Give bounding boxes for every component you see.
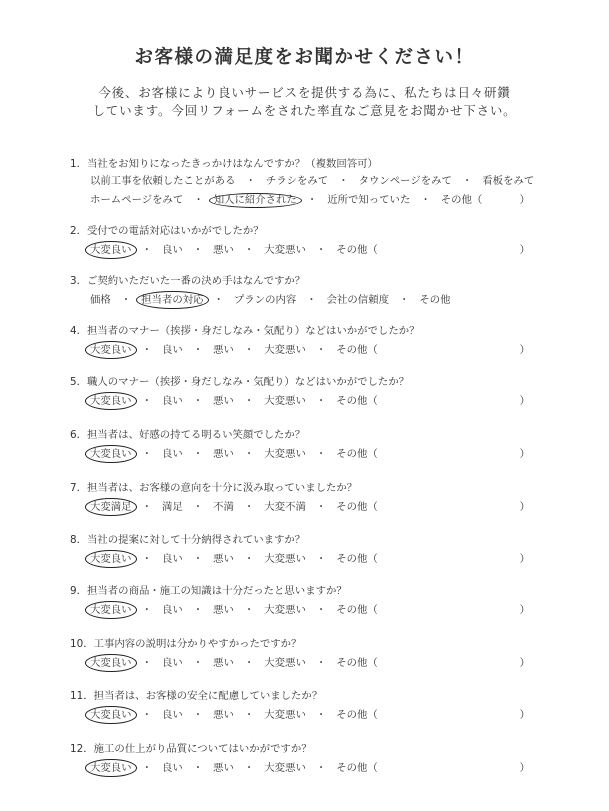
question-7	[70, 481, 570, 518]
option[interactable]: 悪い	[213, 344, 234, 356]
question-text: 6．担当者は、好感の持てる明るい笑顔でしたか？	[70, 429, 306, 441]
question-4	[70, 324, 570, 361]
other-close-paren: ）	[519, 448, 530, 460]
option[interactable]: 悪い	[213, 395, 234, 407]
option[interactable]: 良い	[161, 709, 183, 721]
options-row	[70, 443, 570, 465]
separator-dot: ・	[192, 604, 204, 616]
option[interactable]: 近所で知っていた	[327, 194, 411, 206]
option[interactable]: プランの内容	[233, 294, 297, 306]
option[interactable]: 良い	[161, 395, 183, 407]
separator-dot: ・	[192, 709, 204, 721]
option[interactable]: 良い	[161, 244, 183, 256]
separator-dot: ・	[243, 344, 255, 356]
option[interactable]: 悪い	[213, 448, 234, 460]
option[interactable]: 良い	[161, 553, 183, 565]
question-text: 12．施工の仕上がり品質についてはいかがですか？	[70, 743, 312, 755]
question-3	[70, 274, 570, 311]
separator-dot: ・	[141, 709, 152, 721]
separator-dot: ・	[141, 344, 152, 356]
option[interactable]: その他（	[336, 448, 378, 460]
separator-dot: ・	[192, 244, 204, 256]
option[interactable]: 不満	[213, 501, 234, 513]
other-close-paren: ）	[519, 553, 530, 565]
option[interactable]: タウンページをみて	[358, 175, 452, 187]
question-2	[70, 224, 570, 261]
option-circled[interactable]: 大変良い	[88, 339, 134, 361]
option[interactable]: ホームページをみて	[90, 194, 184, 206]
question-text: 8．当社の提案に対して十分納得されていますか？	[70, 534, 306, 546]
other-close-paren: ）	[519, 194, 530, 206]
options-row	[70, 239, 570, 261]
separator-dot: ・	[243, 762, 255, 774]
other-close-paren: ）	[519, 244, 530, 256]
separator-dot: ・	[192, 501, 204, 513]
separator-dot: ・	[398, 294, 410, 306]
separator-dot: ・	[243, 553, 255, 565]
separator-dot: ・	[243, 395, 255, 407]
option-circled[interactable]: 大変良い	[88, 443, 134, 465]
option[interactable]: 大変悪い	[264, 762, 306, 774]
option[interactable]: 良い	[161, 762, 183, 774]
option[interactable]: 大変悪い	[264, 395, 306, 407]
separator-dot: ・	[243, 604, 255, 616]
intro-text	[0, 84, 609, 120]
option[interactable]: チラシをみて	[265, 175, 329, 187]
question-6	[70, 428, 570, 465]
separator-dot: ・	[461, 175, 473, 187]
option[interactable]: 悪い	[213, 709, 234, 721]
separator-dot: ・	[141, 244, 152, 256]
intro-line-1: 今後、お客様により良いサービスを提供する為に、私たちは日々研鑽	[98, 85, 511, 100]
separator-dot: ・	[315, 244, 327, 256]
option[interactable]: 悪い	[213, 657, 234, 669]
option-circled[interactable]: 担当者の対応	[139, 289, 205, 311]
intro-line-2: しています。今回リフォームをされた率直なご意見をお聞かせ下さい。	[92, 103, 517, 118]
option-circled[interactable]: 大変良い	[88, 599, 134, 621]
option[interactable]: 看板をみて	[482, 175, 535, 187]
option-circled[interactable]: 大変良い	[88, 239, 134, 261]
options-row	[70, 548, 570, 570]
separator-dot: ・	[243, 709, 255, 721]
separator-dot: ・	[315, 709, 327, 721]
option[interactable]: 大変不満	[264, 501, 306, 513]
option[interactable]: 大変悪い	[264, 344, 306, 356]
option[interactable]: その他（	[336, 395, 378, 407]
separator-dot: ・	[243, 501, 255, 513]
separator-dot: ・	[193, 194, 204, 206]
separator-dot: ・	[192, 553, 204, 565]
separator-dot: ・	[141, 604, 152, 616]
option-circled[interactable]: 大変良い	[88, 757, 134, 779]
option[interactable]: 会社の信頼度	[326, 294, 389, 306]
option[interactable]: その他（	[336, 604, 378, 616]
options-row	[70, 599, 570, 621]
separator-dot: ・	[315, 448, 327, 460]
options-row	[70, 339, 570, 361]
separator-dot: ・	[315, 553, 327, 565]
separator-dot: ・	[192, 344, 204, 356]
other-close-paren: ）	[519, 395, 530, 407]
separator-dot: ・	[245, 175, 256, 187]
separator-dot: ・	[141, 553, 152, 565]
other-close-paren: ）	[519, 344, 530, 356]
option[interactable]: 良い	[161, 448, 183, 460]
option[interactable]: 悪い	[213, 244, 234, 256]
question-11	[70, 689, 570, 726]
option[interactable]: 大変悪い	[264, 604, 306, 616]
separator-dot: ・	[141, 448, 152, 460]
question-text: 11．担当者は、お客様の安全に配慮していましたか？	[70, 690, 323, 702]
other-close-paren: ）	[519, 501, 530, 513]
options-row	[70, 704, 570, 726]
question-12	[70, 742, 570, 779]
separator-dot: ・	[306, 294, 317, 306]
survey-title: お客様の満足度をお聞かせください！	[134, 47, 475, 68]
option[interactable]: その他	[419, 294, 451, 306]
option-circled[interactable]: 大変満足	[88, 496, 134, 518]
separator-dot: ・	[243, 657, 255, 669]
option[interactable]: その他（	[336, 762, 378, 774]
separator-dot: ・	[213, 294, 224, 306]
option-circled[interactable]: 大変良い	[88, 548, 134, 570]
option[interactable]: その他（	[336, 657, 378, 669]
question-text: 2．受付での電話対応はいかがでしたか？	[70, 225, 264, 237]
separator-dot: ・	[243, 244, 255, 256]
separator-dot: ・	[306, 194, 318, 206]
question-1	[70, 157, 570, 210]
option[interactable]: 以前工事を依頼したことがある	[90, 175, 236, 187]
separator-dot: ・	[141, 395, 152, 407]
separator-dot: ・	[192, 395, 204, 407]
separator-dot: ・	[315, 604, 327, 616]
separator-dot: ・	[315, 657, 327, 669]
options-row	[70, 390, 570, 412]
option[interactable]: 満足	[161, 501, 183, 513]
option[interactable]: 良い	[161, 657, 183, 669]
option[interactable]: 大変悪い	[264, 709, 306, 721]
separator-dot: ・	[315, 344, 327, 356]
question-text: 7．担当者は、お客様の意向を十分に汲み取っていましたか？	[70, 482, 358, 494]
options-row	[70, 757, 570, 779]
other-close-paren: ）	[519, 604, 530, 616]
option[interactable]: その他（	[336, 553, 378, 565]
separator-dot: ・	[192, 448, 204, 460]
separator-dot: ・	[141, 501, 152, 513]
separator-dot: ・	[315, 762, 327, 774]
separator-dot: ・	[192, 762, 204, 774]
separator-dot: ・	[420, 194, 431, 206]
option[interactable]: 大変悪い	[264, 448, 306, 460]
question-text: 5．職人のマナー（挨拶・身だしなみ・気配り）などはいかがでしたか？	[70, 376, 410, 388]
option[interactable]: 大変悪い	[264, 657, 306, 669]
other-close-paren: ）	[519, 709, 530, 721]
option-circled[interactable]: 大変良い	[88, 390, 134, 412]
option-circled[interactable]: 知人に紹介された	[212, 191, 299, 210]
option[interactable]: その他（	[336, 501, 378, 513]
question-text: 4．担当者のマナー（挨拶・身だしなみ・気配り）などはいかがでしたか？	[70, 325, 420, 337]
question-text: 9．担当者の商品・施工の知識は十分だったと思いますか？	[70, 585, 347, 597]
options-row	[70, 652, 570, 674]
question-text: 3．ご契約いただいた一番の決め手はなんですか？	[70, 275, 306, 287]
options-row	[70, 289, 570, 311]
question-8	[70, 533, 570, 570]
options-row	[70, 172, 570, 191]
option[interactable]: 大変悪い	[264, 553, 306, 565]
separator-dot: ・	[315, 501, 327, 513]
options-row	[70, 191, 570, 210]
option[interactable]: 価格	[90, 294, 111, 306]
question-9	[70, 584, 570, 621]
question-text: 10．工事内容の説明は分かりやすかったですか？	[70, 638, 302, 650]
options-row	[70, 496, 570, 518]
option-circled[interactable]: 大変良い	[88, 652, 134, 674]
option[interactable]: 悪い	[213, 553, 234, 565]
question-text: 1．当社をお知りになったきっかけはなんですか？（複数回答可）	[70, 158, 378, 170]
question-10	[70, 637, 570, 674]
question-5	[70, 375, 570, 412]
separator-dot: ・	[192, 657, 204, 669]
option[interactable]: 良い	[161, 604, 183, 616]
option[interactable]: 悪い	[213, 604, 234, 616]
option[interactable]: その他（	[336, 709, 378, 721]
separator-dot: ・	[315, 395, 327, 407]
option[interactable]: 大変悪い	[264, 244, 306, 256]
option-circled[interactable]: 大変良い	[88, 704, 134, 726]
option[interactable]: 良い	[161, 344, 183, 356]
option[interactable]: その他（	[336, 244, 378, 256]
option[interactable]: その他（	[336, 344, 378, 356]
separator-dot: ・	[338, 175, 349, 187]
separator-dot: ・	[141, 762, 152, 774]
other-close-paren: ）	[519, 657, 530, 669]
separator-dot: ・	[243, 448, 255, 460]
other-close-paren: ）	[519, 762, 530, 774]
separator-dot: ・	[141, 657, 152, 669]
option[interactable]: その他（	[440, 194, 483, 206]
option[interactable]: 悪い	[213, 762, 234, 774]
separator-dot: ・	[120, 294, 132, 306]
